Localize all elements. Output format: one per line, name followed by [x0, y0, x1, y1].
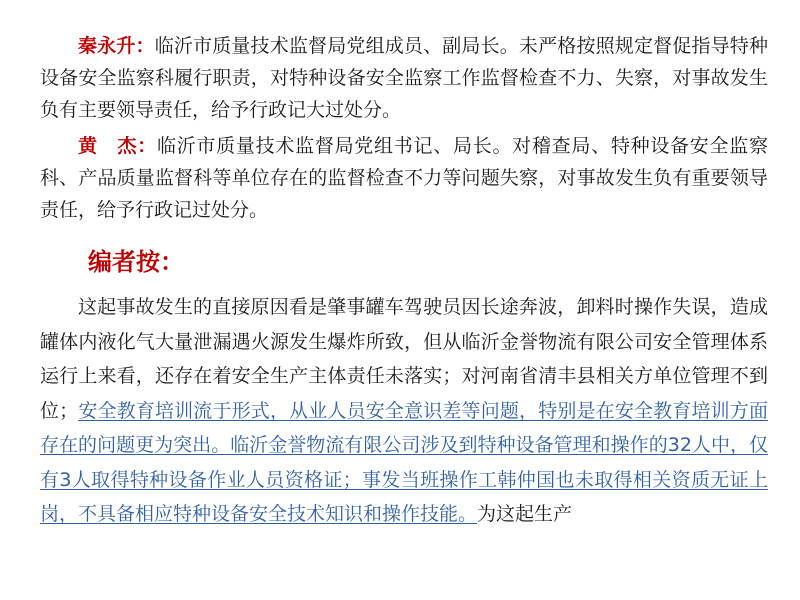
editor-note-text-tail: 为这起生产	[477, 503, 573, 525]
paragraph-huang-jie	[40, 130, 768, 226]
paragraph-text-huang: 临沂市质量技术监督局党组书记、局长。对稽查局、特种设备安全监察科、产品质量监督科等单位存在的监督检查不力等问题失察，对事故发生负有重要领导责任，给予行政记过处分。	[40, 135, 768, 221]
editor-note-heading: 编者按：	[88, 248, 184, 276]
paragraph-text-qin: 临沂市质量技术监督局党组成员、副局长。未严格按照规定督促指导特种设备安全监察科履行职责，对特种设备安全监察工作监督检查不力、失察，对事故发生负有主要领导责任，给予行政记大过处分。	[40, 35, 768, 121]
editor-note-highlight: 安全教育培训流于形式，从业人员安全意识差等问题，特别是在安全教育培训方面存在的问题更为突出。临沂金誉物流有限公司涉及到特种设备管理和操作的32人中，仅有3人取得特种设备作业人员资格证；事发当班操作工韩仲国也未取得相关资质无证上岗，不具备相应特种设备安全技术知识和操作技能。	[40, 399, 768, 525]
person-name-huang: 黄 杰：	[78, 135, 157, 157]
paragraph-qin-yongsheng	[40, 30, 768, 126]
editor-note-text: 这起事故发生的直接原因看是肇事罐车驾驶员因长途奔波，卸料时操作失误，造成罐体内液化气大量泄漏遇火源发生爆炸所致，但从临沂金誉物流有限公司安全管理体系运行上来看，还存在着安全生产主体责任未落实；对河南省清丰县相关方单位管理不到位；	[40, 296, 768, 422]
person-name-qin: 秦永升：	[78, 35, 155, 57]
editor-note-paragraph	[40, 290, 768, 532]
